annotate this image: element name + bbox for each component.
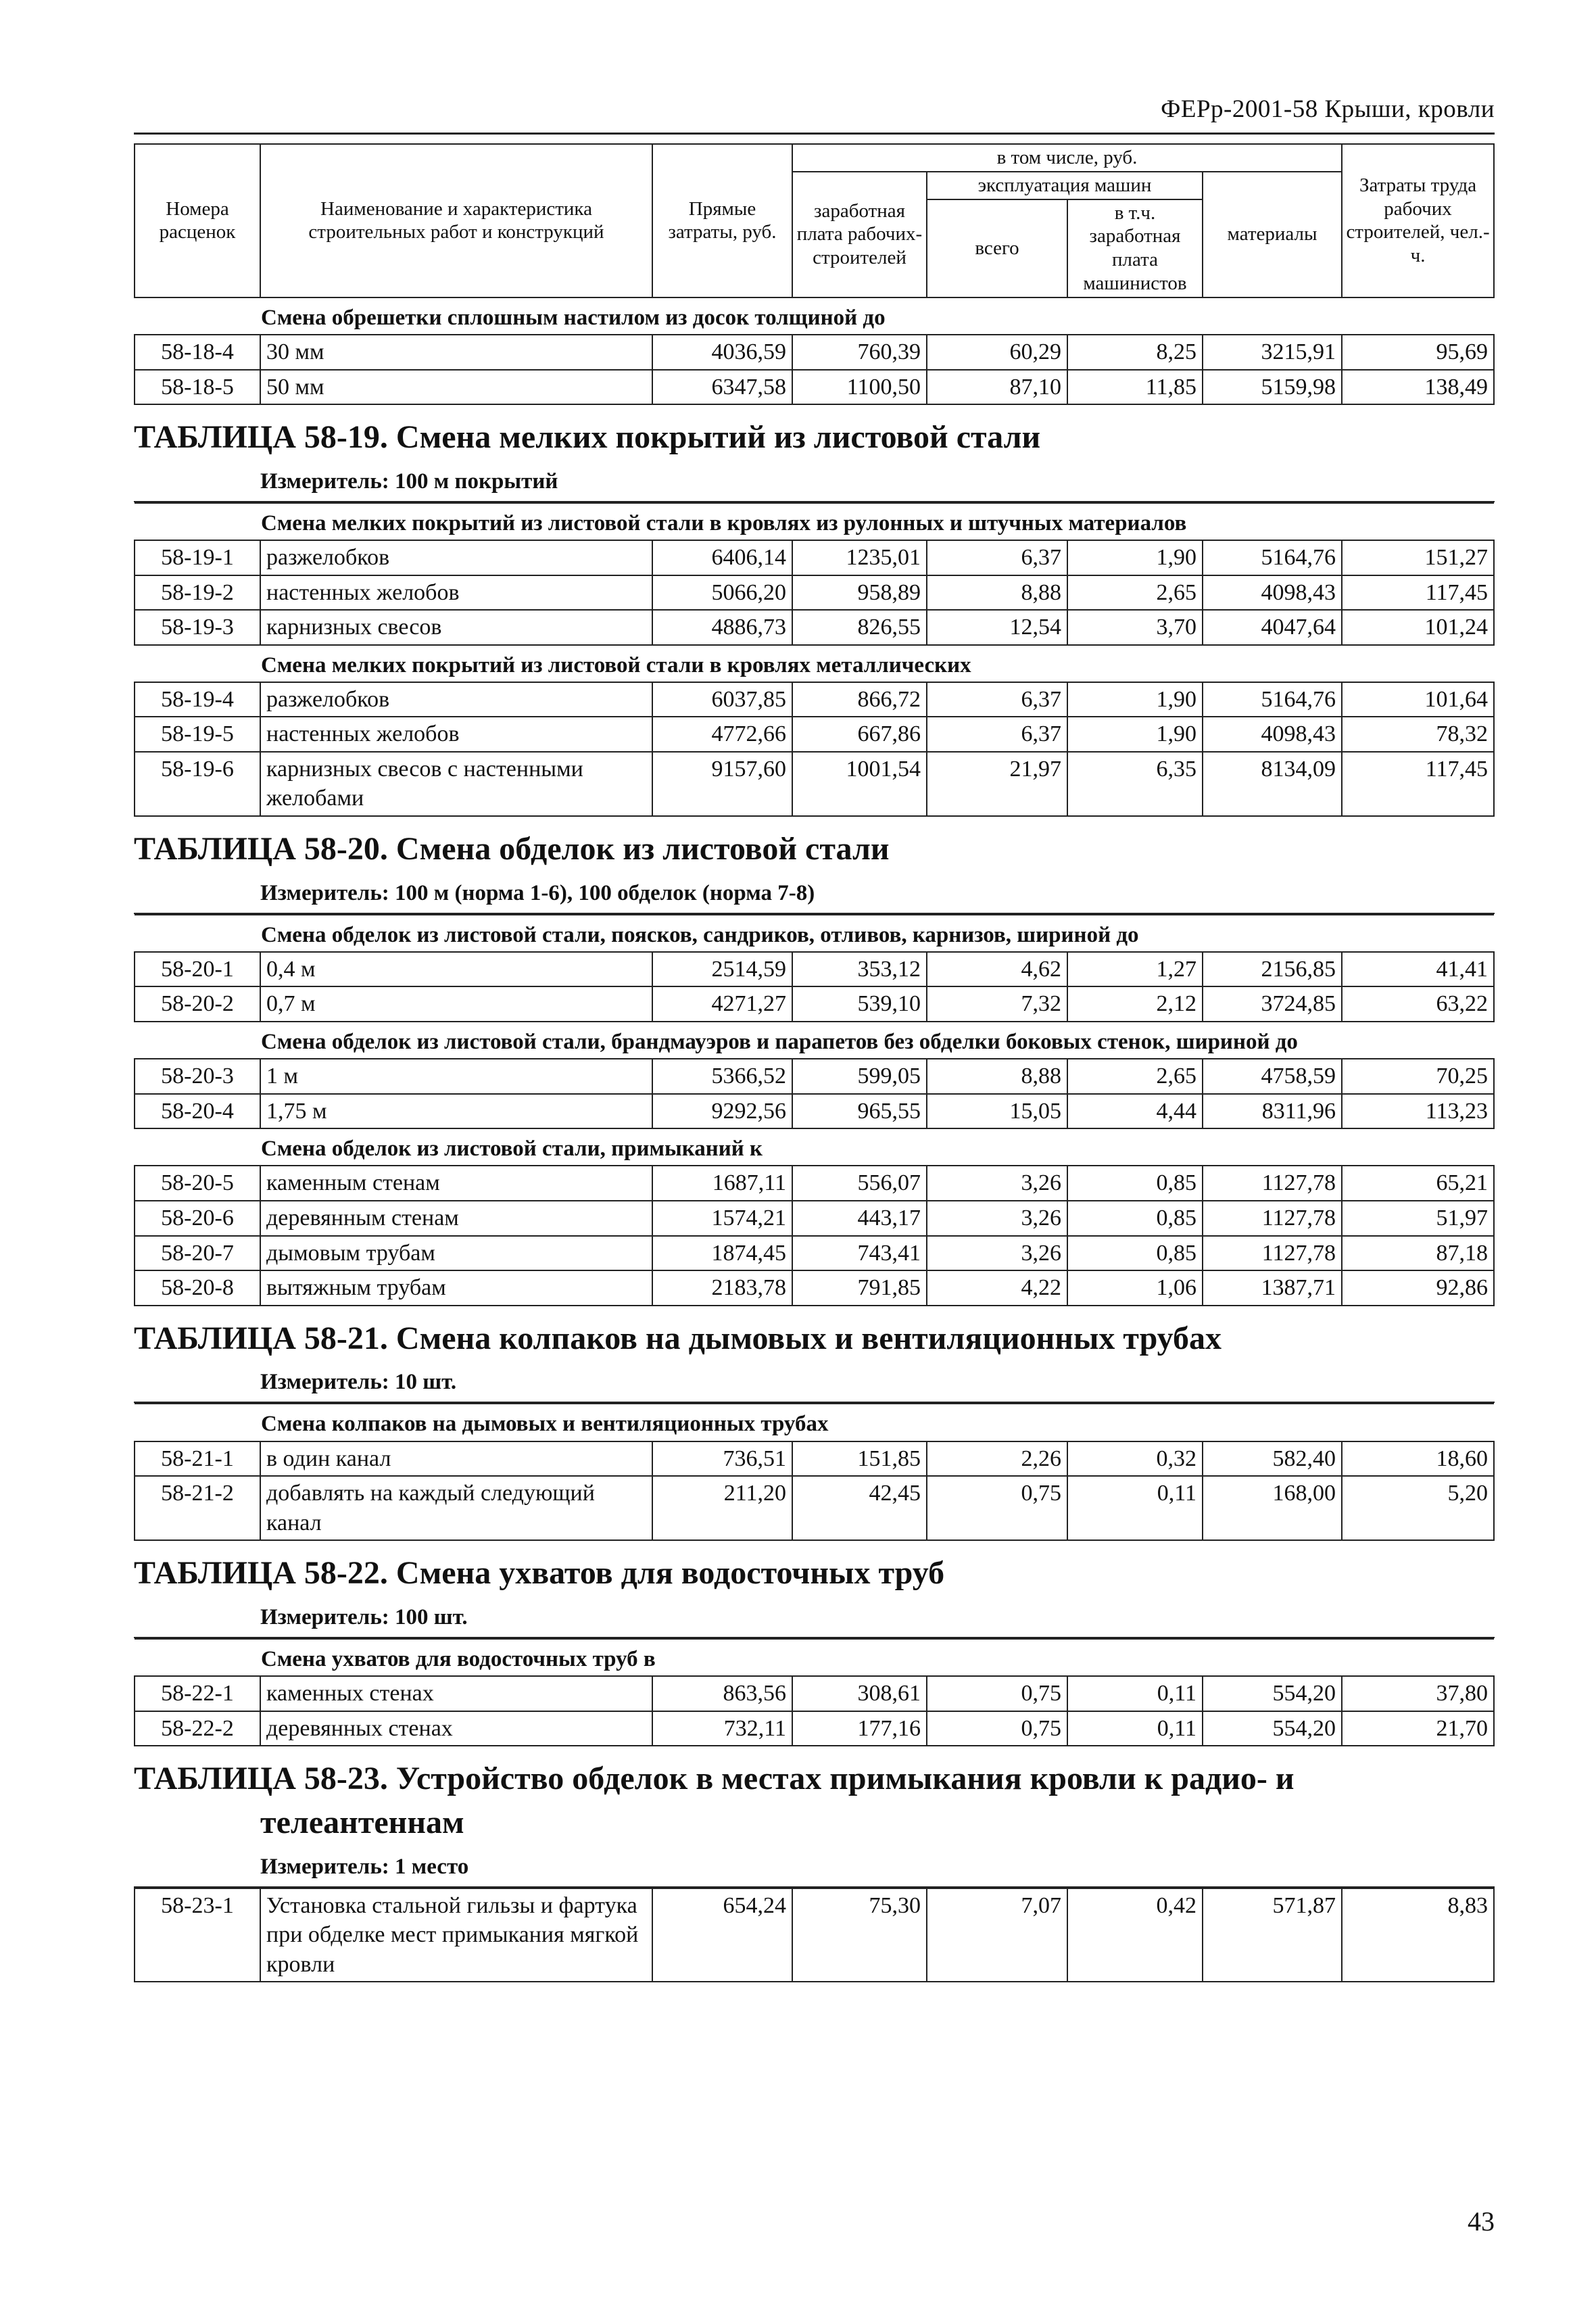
- cell-machines-wages: 1,90: [1067, 682, 1203, 717]
- table-title: [134, 416, 1495, 460]
- cell-materials: 5164,76: [1203, 682, 1342, 717]
- col-machines-wages: в т.ч. заработная плата машинистов: [1067, 199, 1203, 297]
- table-row: [135, 1094, 1494, 1129]
- table-row: [135, 335, 1494, 370]
- cell-machines-total: 6,37: [927, 717, 1067, 752]
- cell-code: 58-19-2: [135, 575, 260, 611]
- cell-machines-total: 8,88: [927, 1059, 1067, 1094]
- cell-direct-cost: 1874,45: [652, 1236, 792, 1271]
- cell-machines-wages: 2,12: [1067, 986, 1203, 1022]
- cell-machines-total: 4,22: [927, 1270, 1067, 1306]
- cell-machines-wages: 0,85: [1067, 1201, 1203, 1236]
- table-row: [135, 370, 1494, 405]
- cell-machines-wages: 8,25: [1067, 335, 1203, 370]
- cell-labor: 92,86: [1342, 1270, 1494, 1306]
- cell-labor: 65,21: [1342, 1166, 1494, 1201]
- cell-name: 1,75 м: [260, 1094, 652, 1129]
- col-code: Номера расценок: [135, 144, 260, 297]
- cell-machines-total: 0,75: [927, 1711, 1067, 1746]
- cell-code: 58-23-1: [135, 1888, 260, 1982]
- cell-labor: 21,70: [1342, 1711, 1494, 1746]
- cell-code: 58-22-2: [135, 1711, 260, 1746]
- cell-materials: 4047,64: [1203, 610, 1342, 645]
- cell-materials: 554,20: [1203, 1676, 1342, 1711]
- cell-name: разжелобков: [260, 682, 652, 717]
- cell-machines-wages: 4,44: [1067, 1094, 1203, 1129]
- cell-machines-total: 15,05: [927, 1094, 1067, 1129]
- cell-code: 58-20-6: [135, 1201, 260, 1236]
- cell-materials: 8134,09: [1203, 752, 1342, 816]
- cell-wages: 1235,01: [792, 540, 927, 575]
- cell-labor: 101,24: [1342, 610, 1494, 645]
- cell-machines-total: 87,10: [927, 370, 1067, 405]
- cell-machines-total: 8,88: [927, 575, 1067, 611]
- cell-machines-wages: 0,85: [1067, 1166, 1203, 1201]
- table-row: [135, 717, 1494, 752]
- cell-materials: 1387,71: [1203, 1270, 1342, 1306]
- cell-materials: 4758,59: [1203, 1059, 1342, 1094]
- cell-code: 58-18-5: [135, 370, 260, 405]
- cell-machines-wages: 0,85: [1067, 1236, 1203, 1271]
- cell-name: в один канал: [260, 1441, 652, 1477]
- table-row: [135, 1711, 1494, 1746]
- cell-machines-wages: 2,65: [1067, 575, 1203, 611]
- cell-materials: 1127,78: [1203, 1201, 1342, 1236]
- header-table: [134, 143, 1495, 405]
- cell-code: 58-20-2: [135, 986, 260, 1022]
- cell-labor: 138,49: [1342, 370, 1494, 405]
- rates-table: [134, 502, 1495, 817]
- measure-unit: Измеритель: 1 место: [134, 1849, 1495, 1888]
- cell-direct-cost: 5066,20: [652, 575, 792, 611]
- cell-materials: 5164,76: [1203, 540, 1342, 575]
- cell-code: 58-19-5: [135, 717, 260, 752]
- cell-machines-total: 6,37: [927, 682, 1067, 717]
- col-machines-total: всего: [927, 199, 1067, 297]
- cell-name: 0,4 м: [260, 952, 652, 987]
- cell-machines-wages: 1,90: [1067, 540, 1203, 575]
- cell-machines-total: 3,26: [927, 1201, 1067, 1236]
- table-row: [135, 610, 1494, 645]
- rates-table: [134, 914, 1495, 1306]
- cell-machines-wages: 0,11: [1067, 1476, 1203, 1540]
- cell-materials: 8311,96: [1203, 1094, 1342, 1129]
- cell-direct-cost: 2514,59: [652, 952, 792, 987]
- cell-machines-total: 12,54: [927, 610, 1067, 645]
- cell-machines-wages: 11,85: [1067, 370, 1203, 405]
- cell-direct-cost: 4886,73: [652, 610, 792, 645]
- cell-materials: 4098,43: [1203, 575, 1342, 611]
- cell-labor: 78,32: [1342, 717, 1494, 752]
- group-label: Смена мелких покрытий из листовой стали в кровлях металлических: [135, 645, 1494, 682]
- cell-code: 58-20-5: [135, 1166, 260, 1201]
- measure-unit: Измеритель: 100 шт.: [134, 1600, 1495, 1638]
- group-label: Смена мелких покрытий из листовой стали в кровлях из рулонных и штучных материалов: [135, 503, 1494, 540]
- table-title: [134, 1757, 1495, 1845]
- cell-direct-cost: 6406,14: [652, 540, 792, 575]
- cell-name: настенных желобов: [260, 717, 652, 752]
- cell-name: деревянных стенах: [260, 1711, 652, 1746]
- cell-machines-total: 2,26: [927, 1441, 1067, 1477]
- table-title: [134, 828, 1495, 872]
- cell-direct-cost: 654,24: [652, 1888, 792, 1982]
- cell-name: карнизных свесов: [260, 610, 652, 645]
- cell-wages: 539,10: [792, 986, 927, 1022]
- cell-code: 58-20-4: [135, 1094, 260, 1129]
- table-row: [135, 1236, 1494, 1271]
- cell-direct-cost: 211,20: [652, 1476, 792, 1540]
- table-title-continuation: телеантеннам: [260, 1804, 464, 1840]
- cell-wages: 826,55: [792, 610, 927, 645]
- cell-code: 58-19-1: [135, 540, 260, 575]
- cell-direct-cost: 4772,66: [652, 717, 792, 752]
- cell-wages: 556,07: [792, 1166, 927, 1201]
- cell-code: 58-21-2: [135, 1476, 260, 1540]
- cell-machines-total: 7,32: [927, 986, 1067, 1022]
- cell-direct-cost: 6037,85: [652, 682, 792, 717]
- table-row: [135, 1166, 1494, 1201]
- cell-materials: 5159,98: [1203, 370, 1342, 405]
- cell-machines-wages: 1,27: [1067, 952, 1203, 987]
- cell-wages: 866,72: [792, 682, 927, 717]
- cell-direct-cost: 4271,27: [652, 986, 792, 1022]
- cell-name: дымовым трубам: [260, 1236, 652, 1271]
- table-title: [134, 1317, 1495, 1361]
- table-row: [135, 540, 1494, 575]
- cell-name: Установка стальной гильзы и фартука при обделке мест примыкания мягкой кровли: [260, 1888, 652, 1982]
- cell-code: 58-20-7: [135, 1236, 260, 1271]
- page-number: 43: [1468, 2206, 1495, 2237]
- cell-machines-wages: 0,11: [1067, 1676, 1203, 1711]
- table-row: [135, 1270, 1494, 1306]
- col-machines: эксплуатация машин: [927, 172, 1203, 199]
- cell-wages: 443,17: [792, 1201, 927, 1236]
- cell-wages: 75,30: [792, 1888, 927, 1982]
- col-materials: материалы: [1203, 172, 1342, 297]
- cell-materials: 168,00: [1203, 1476, 1342, 1540]
- cell-name: 0,7 м: [260, 986, 652, 1022]
- cell-materials: 554,20: [1203, 1711, 1342, 1746]
- cell-machines-total: 3,26: [927, 1236, 1067, 1271]
- cell-machines-total: 7,07: [927, 1888, 1067, 1982]
- cell-labor: 117,45: [1342, 752, 1494, 816]
- col-direct: Прямые затраты, руб.: [652, 144, 792, 297]
- cell-materials: 3724,85: [1203, 986, 1342, 1022]
- cell-code: 58-19-6: [135, 752, 260, 816]
- cell-machines-wages: 1,90: [1067, 717, 1203, 752]
- col-labor: Затраты труда рабочих строителей, чел.-ч.: [1342, 144, 1494, 297]
- table-row: [135, 575, 1494, 611]
- cell-materials: 2156,85: [1203, 952, 1342, 987]
- running-header: ФЕРр-2001-58 Крыши, кровли: [1161, 95, 1495, 123]
- cell-materials: 1127,78: [1203, 1166, 1342, 1201]
- cell-direct-cost: 6347,58: [652, 370, 792, 405]
- cell-direct-cost: 1574,21: [652, 1201, 792, 1236]
- cell-wages: 958,89: [792, 575, 927, 611]
- cell-machines-total: 60,29: [927, 335, 1067, 370]
- table-title-text: ТАБЛИЦА 58-20. Смена обделок из листовой стали: [134, 830, 890, 867]
- cell-code: 58-19-4: [135, 682, 260, 717]
- cell-machines-wages: 0,42: [1067, 1888, 1203, 1982]
- cell-code: 58-20-3: [135, 1059, 260, 1094]
- cell-direct-cost: 9292,56: [652, 1094, 792, 1129]
- cell-labor: 41,41: [1342, 952, 1494, 987]
- table-title-text: ТАБЛИЦА 58-23. Устройство обделок в местах примыкания кровли к радио- и: [134, 1761, 1295, 1797]
- cell-labor: 117,45: [1342, 575, 1494, 611]
- cell-labor: 8,83: [1342, 1888, 1494, 1982]
- table-row: [135, 1059, 1494, 1094]
- cell-labor: 87,18: [1342, 1236, 1494, 1271]
- cell-wages: 791,85: [792, 1270, 927, 1306]
- cell-labor: 151,27: [1342, 540, 1494, 575]
- cell-wages: 965,55: [792, 1094, 927, 1129]
- cell-name: каменных стенах: [260, 1676, 652, 1711]
- tables-container: [134, 416, 1495, 1982]
- cell-name: добавлять на каждый следующий канал: [260, 1476, 652, 1540]
- table-row: [135, 1676, 1494, 1711]
- cell-name: настенных желобов: [260, 575, 652, 611]
- cell-machines-total: 0,75: [927, 1476, 1067, 1540]
- rates-table: [134, 1888, 1495, 1983]
- cell-wages: 667,86: [792, 717, 927, 752]
- cell-wages: 177,16: [792, 1711, 927, 1746]
- cell-labor: 95,69: [1342, 335, 1494, 370]
- cell-wages: 1100,50: [792, 370, 927, 405]
- header-rule: [134, 133, 1495, 135]
- group-label: Смена обделок из листовой стали, примыканий к: [135, 1128, 1494, 1166]
- cell-code: 58-20-1: [135, 952, 260, 987]
- table-row: [135, 1201, 1494, 1236]
- first-section-body: [135, 297, 1494, 404]
- group-label: Смена обделок из листовой стали, поясков, сандриков, отливов, карнизов, шириной до: [135, 915, 1494, 952]
- cell-name: вытяжным трубам: [260, 1270, 652, 1306]
- rates-table: [134, 1638, 1495, 1746]
- table-row: [135, 752, 1494, 816]
- group-label: Смена ухватов для водосточных труб в: [135, 1639, 1494, 1676]
- cell-materials: 571,87: [1203, 1888, 1342, 1982]
- cell-labor: 70,25: [1342, 1059, 1494, 1094]
- cell-code: 58-21-1: [135, 1441, 260, 1477]
- col-wages: заработная плата рабочих-строителей: [792, 172, 927, 297]
- cell-name: каменным стенам: [260, 1166, 652, 1201]
- cell-labor: 101,64: [1342, 682, 1494, 717]
- col-incl: в том числе, руб.: [792, 144, 1342, 172]
- cell-machines-total: 0,75: [927, 1676, 1067, 1711]
- group-label: Смена обделок из листовой стали, брандмауэров и парапетов без обделки боковых стенок, шириной до: [135, 1022, 1494, 1059]
- cell-machines-total: 21,97: [927, 752, 1067, 816]
- cell-direct-cost: 1687,11: [652, 1166, 792, 1201]
- table-row: [135, 986, 1494, 1022]
- cell-labor: 18,60: [1342, 1441, 1494, 1477]
- cell-name: 1 м: [260, 1059, 652, 1094]
- cell-code: 58-20-8: [135, 1270, 260, 1306]
- cell-labor: 113,23: [1342, 1094, 1494, 1129]
- cell-direct-cost: 9157,60: [652, 752, 792, 816]
- cell-code: 58-22-1: [135, 1676, 260, 1711]
- cell-wages: 151,85: [792, 1441, 927, 1477]
- cell-name: разжелобков: [260, 540, 652, 575]
- cell-name: деревянным стенам: [260, 1201, 652, 1236]
- cell-name: 50 мм: [260, 370, 652, 405]
- cell-direct-cost: 2183,78: [652, 1270, 792, 1306]
- cell-name: карнизных свесов с настенными желобами: [260, 752, 652, 816]
- cell-machines-wages: 2,65: [1067, 1059, 1203, 1094]
- cell-machines-wages: 0,32: [1067, 1441, 1203, 1477]
- rates-table: [134, 1403, 1495, 1541]
- cell-name: 30 мм: [260, 335, 652, 370]
- cell-code: 58-18-4: [135, 335, 260, 370]
- cell-machines-wages: 6,35: [1067, 752, 1203, 816]
- cell-direct-cost: 5366,52: [652, 1059, 792, 1094]
- cell-wages: 760,39: [792, 335, 927, 370]
- cell-machines-wages: 3,70: [1067, 610, 1203, 645]
- table-title-text: ТАБЛИЦА 58-22. Смена ухватов для водосточных труб: [134, 1555, 945, 1592]
- cell-materials: 1127,78: [1203, 1236, 1342, 1271]
- cell-wages: 1001,54: [792, 752, 927, 816]
- cell-materials: 582,40: [1203, 1441, 1342, 1477]
- cell-code: 58-19-3: [135, 610, 260, 645]
- measure-unit: Измеритель: 10 шт.: [134, 1364, 1495, 1403]
- cell-wages: 308,61: [792, 1676, 927, 1711]
- cell-direct-cost: 736,51: [652, 1441, 792, 1477]
- cell-machines-wages: 0,11: [1067, 1711, 1203, 1746]
- table-row: [135, 1476, 1494, 1540]
- cell-materials: 4098,43: [1203, 717, 1342, 752]
- page-content: [134, 143, 1495, 1982]
- group-label: Смена обрешетки сплошным настилом из досок толщиной до: [135, 297, 1494, 335]
- cell-wages: 599,05: [792, 1059, 927, 1094]
- cell-wages: 42,45: [792, 1476, 927, 1540]
- table-title-text: ТАБЛИЦА 58-19. Смена мелких покрытий из листовой стали: [134, 419, 1041, 456]
- cell-materials: 3215,91: [1203, 335, 1342, 370]
- measure-unit: Измеритель: 100 м покрытий: [134, 464, 1495, 502]
- cell-labor: 51,97: [1342, 1201, 1494, 1236]
- cell-direct-cost: 863,56: [652, 1676, 792, 1711]
- cell-machines-wages: 1,06: [1067, 1270, 1203, 1306]
- cell-machines-total: 6,37: [927, 540, 1067, 575]
- cell-labor: 5,20: [1342, 1476, 1494, 1540]
- cell-labor: 63,22: [1342, 986, 1494, 1022]
- table-title: [134, 1552, 1495, 1596]
- cell-machines-total: 3,26: [927, 1166, 1067, 1201]
- table-row: [135, 1888, 1494, 1982]
- cell-machines-total: 4,62: [927, 952, 1067, 987]
- table-row: [135, 1441, 1494, 1477]
- cell-labor: 37,80: [1342, 1676, 1494, 1711]
- cell-direct-cost: 732,11: [652, 1711, 792, 1746]
- cell-wages: 353,12: [792, 952, 927, 987]
- cell-wages: 743,41: [792, 1236, 927, 1271]
- group-label: Смена колпаков на дымовых и вентиляционных трубах: [135, 1404, 1494, 1441]
- table-row: [135, 952, 1494, 987]
- table-row: [135, 682, 1494, 717]
- col-name: Наименование и характеристика строительных работ и конструкций: [260, 144, 652, 297]
- cell-direct-cost: 4036,59: [652, 335, 792, 370]
- measure-unit: Измеритель: 100 м (норма 1-6), 100 обделок (норма 7-8): [134, 876, 1495, 914]
- table-title-text: ТАБЛИЦА 58-21. Смена колпаков на дымовых и вентиляционных трубах: [134, 1320, 1222, 1356]
